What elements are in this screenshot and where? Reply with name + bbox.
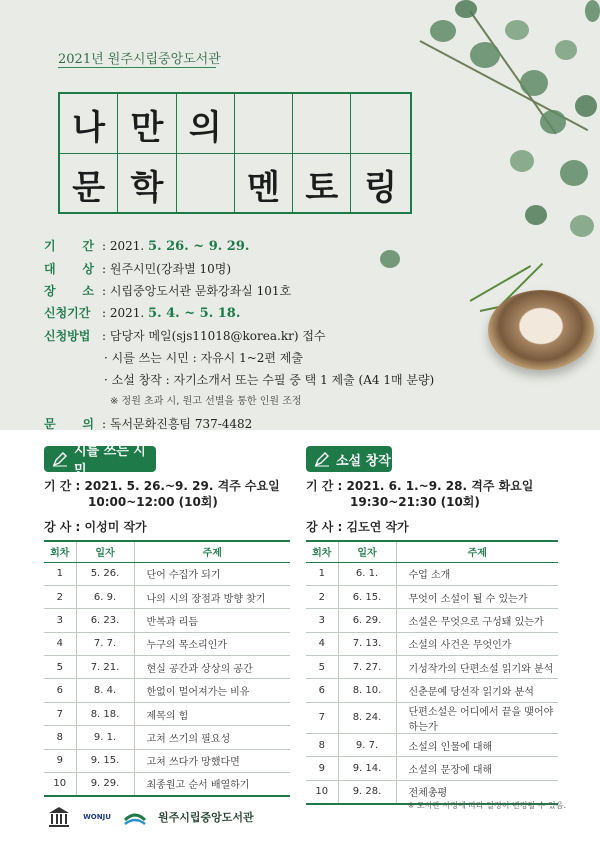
topic-cell: 단편소설은 어디에서 끝을 맺어야 하는가: [396, 702, 558, 733]
title-char: 만: [118, 94, 176, 154]
poetry-header-label: 시를 쓰는 시민: [74, 444, 146, 478]
topic-cell: 누구의 목소리인가: [134, 632, 290, 655]
table-row: [44, 609, 290, 632]
date-cell: 8. 24.: [338, 702, 396, 733]
topic-cell: 제목의 힘: [134, 702, 290, 725]
title-char: 토: [293, 154, 351, 214]
table-row: [306, 679, 558, 702]
date-cell: 6. 9.: [76, 585, 134, 608]
topic-cell: 고쳐 쓰다가 망했다면: [134, 749, 290, 772]
title-char: [177, 154, 235, 214]
table-row: [306, 733, 558, 756]
subtitle-underline: [58, 67, 216, 68]
info-method-poetry: · 시를 쓰는 시민 : 자유시 1~2편 제출: [104, 351, 303, 365]
column-header: 일자: [76, 541, 134, 562]
title-row-1: [60, 94, 410, 154]
info-apply-period: 신청기간 : 2021. 5. 4. ~ 5. 18.: [44, 306, 241, 321]
title-char: 나: [60, 94, 118, 154]
info-place: 장 소 : 시립중앙도서관 문화강좌실 101호: [44, 284, 292, 298]
topic-cell: 단어 수집가 되기: [134, 562, 290, 585]
table-row: [306, 757, 558, 780]
table-row: [306, 702, 558, 733]
topic-cell: 무엇이 소설이 될 수 있는가: [396, 585, 558, 608]
session-cell: 9: [44, 749, 76, 772]
topic-cell: 소설의 사건은 무엇인가: [396, 632, 558, 655]
session-cell: 8: [44, 726, 76, 749]
session-cell: 4: [306, 632, 338, 655]
topic-cell: 나의 시의 장점과 방향 찾기: [134, 585, 290, 608]
date-cell: 7. 13.: [338, 632, 396, 655]
topic-cell: 기성작가의 단편소설 읽기와 분석: [396, 656, 558, 679]
date-cell: 9. 29.: [76, 773, 134, 796]
table-row: [306, 562, 558, 585]
topic-cell: 현실 공간과 상상의 공간: [134, 656, 290, 679]
date-cell: 8. 4.: [76, 679, 134, 702]
table-row: [306, 656, 558, 679]
topic-cell: 소설의 문장에 대해: [396, 757, 558, 780]
column-header: 회차: [44, 541, 76, 562]
wonju-creative-city-logo: WONJU: [83, 813, 111, 821]
date-cell: 9. 14.: [338, 757, 396, 780]
poetry-period: 기 간 : 2021. 5. 26.~9. 29. 격주 수요일 10:00~12:00 (10회): [44, 479, 280, 509]
column-header: 주제: [134, 541, 290, 562]
topic-cell: 소설의 인물에 대해: [396, 733, 558, 756]
session-cell: 3: [306, 609, 338, 632]
title-char: [293, 94, 351, 154]
date-cell: 6. 1.: [338, 562, 396, 585]
date-cell: 7. 27.: [338, 656, 396, 679]
table-row: [44, 749, 290, 772]
session-cell: 10: [44, 773, 76, 796]
info-contact: 문 의 : 독서문화진흥팀 737-4482: [44, 417, 253, 430]
title-char: [235, 94, 293, 154]
info-method-novel: · 소설 창작 : 자기소개서 또는 수필 중 택 1 제출 (A4 1매 분량): [104, 373, 435, 387]
info-target: 대 상 : 원주시민(강좌별 10명): [44, 262, 232, 276]
column-header: 회차: [306, 541, 338, 562]
pen-icon: [314, 451, 330, 467]
session-cell: 3: [44, 609, 76, 632]
date-cell: 5. 26.: [76, 562, 134, 585]
column-header: 주제: [396, 541, 558, 562]
date-cell: 9. 1.: [76, 726, 134, 749]
table-row: [44, 773, 290, 796]
event-info: [44, 235, 434, 430]
poetry-section-header: [44, 444, 156, 478]
schedule-change-note: ※ 도서관 사정에 따라 일정이 변경될 수 있음.: [407, 801, 566, 810]
unesco-logo: [44, 802, 74, 832]
table-row: [44, 679, 290, 702]
title-char: 링: [364, 167, 398, 208]
title-char: [351, 94, 409, 154]
session-cell: 5: [306, 656, 338, 679]
table-row: [306, 609, 558, 632]
title-char: 멘: [235, 154, 293, 214]
session-cell: 4: [44, 632, 76, 655]
library-name: 원주시립중앙도서관: [158, 811, 254, 824]
date-cell: 9. 28.: [338, 780, 396, 803]
table-row: [44, 656, 290, 679]
title-char: 학: [118, 154, 176, 214]
table-row: [306, 585, 558, 608]
table-row: [44, 726, 290, 749]
poetry-instructor: 강 사 : 이성미 작가: [44, 520, 147, 534]
date-cell: 7. 7.: [76, 632, 134, 655]
session-cell: 1: [44, 562, 76, 585]
date-cell: 6. 15.: [338, 585, 396, 608]
session-cell: 6: [44, 679, 76, 702]
date-cell: 7. 21.: [76, 656, 134, 679]
session-cell: 7: [306, 702, 338, 733]
table-row: [44, 585, 290, 608]
title-char: 문: [60, 154, 118, 214]
date-cell: 8. 18.: [76, 702, 134, 725]
topic-cell: 수업 소개: [396, 562, 558, 585]
session-cell: 6: [306, 679, 338, 702]
topic-cell: 소설은 무엇으로 구성돼 있는가: [396, 609, 558, 632]
novel-instructor: 강 사 : 김도연 작가: [306, 520, 409, 534]
info-period: 기 간 : 2021. 5. 26. ~ 9. 29.: [44, 239, 250, 254]
session-cell: 1: [306, 562, 338, 585]
date-cell: 9. 15.: [76, 749, 134, 772]
footer-logos: [44, 802, 254, 832]
event-subtitle: 2021년 원주시립중앙도서관: [58, 52, 221, 67]
date-cell: 6. 23.: [76, 609, 134, 632]
session-cell: 2: [306, 585, 338, 608]
pen-icon: [52, 451, 68, 467]
info-method-note: ※ 정원 초과 시, 원고 선별을 통한 인원 조정: [110, 396, 302, 407]
date-cell: 9. 7.: [338, 733, 396, 756]
topic-cell: 최종원고 순서 배열하기: [134, 773, 290, 796]
topic-cell: 신춘문예 당선작 읽기와 분석: [396, 679, 558, 702]
title-row-2: [60, 154, 410, 214]
table-row: [44, 632, 290, 655]
poetry-schedule-table: [44, 540, 290, 797]
session-cell: 8: [306, 733, 338, 756]
session-cell: 7: [44, 702, 76, 725]
novel-header-label: 소설 창작: [336, 453, 391, 469]
novel-schedule-table: [306, 540, 558, 805]
table-row: [44, 562, 290, 585]
title-grid: [58, 92, 412, 214]
session-cell: 9: [306, 757, 338, 780]
topic-cell: 전체총평: [396, 780, 558, 803]
info-apply-method: 신청방법 : 담당자 메일(sjs11018@korea.kr) 접수: [44, 329, 326, 343]
novel-period: 기 간 : 2021. 6. 1.~9. 28. 격주 화요일 19:30~21:30 (10회): [306, 479, 534, 509]
session-cell: 5: [44, 656, 76, 679]
title-char: 의: [177, 94, 235, 154]
column-header: 일자: [338, 541, 396, 562]
topic-cell: 한없이 멀어져가는 비유: [134, 679, 290, 702]
novel-section-header: [306, 446, 392, 472]
table-row: [306, 632, 558, 655]
session-cell: 10: [306, 780, 338, 803]
date-cell: 8. 10.: [338, 679, 396, 702]
topic-cell: 반복과 리듬: [134, 609, 290, 632]
topic-cell: 고쳐 쓰기의 필요성: [134, 726, 290, 749]
library-logo: [120, 802, 150, 832]
table-row: [44, 702, 290, 725]
date-cell: 6. 29.: [338, 609, 396, 632]
session-cell: 2: [44, 585, 76, 608]
